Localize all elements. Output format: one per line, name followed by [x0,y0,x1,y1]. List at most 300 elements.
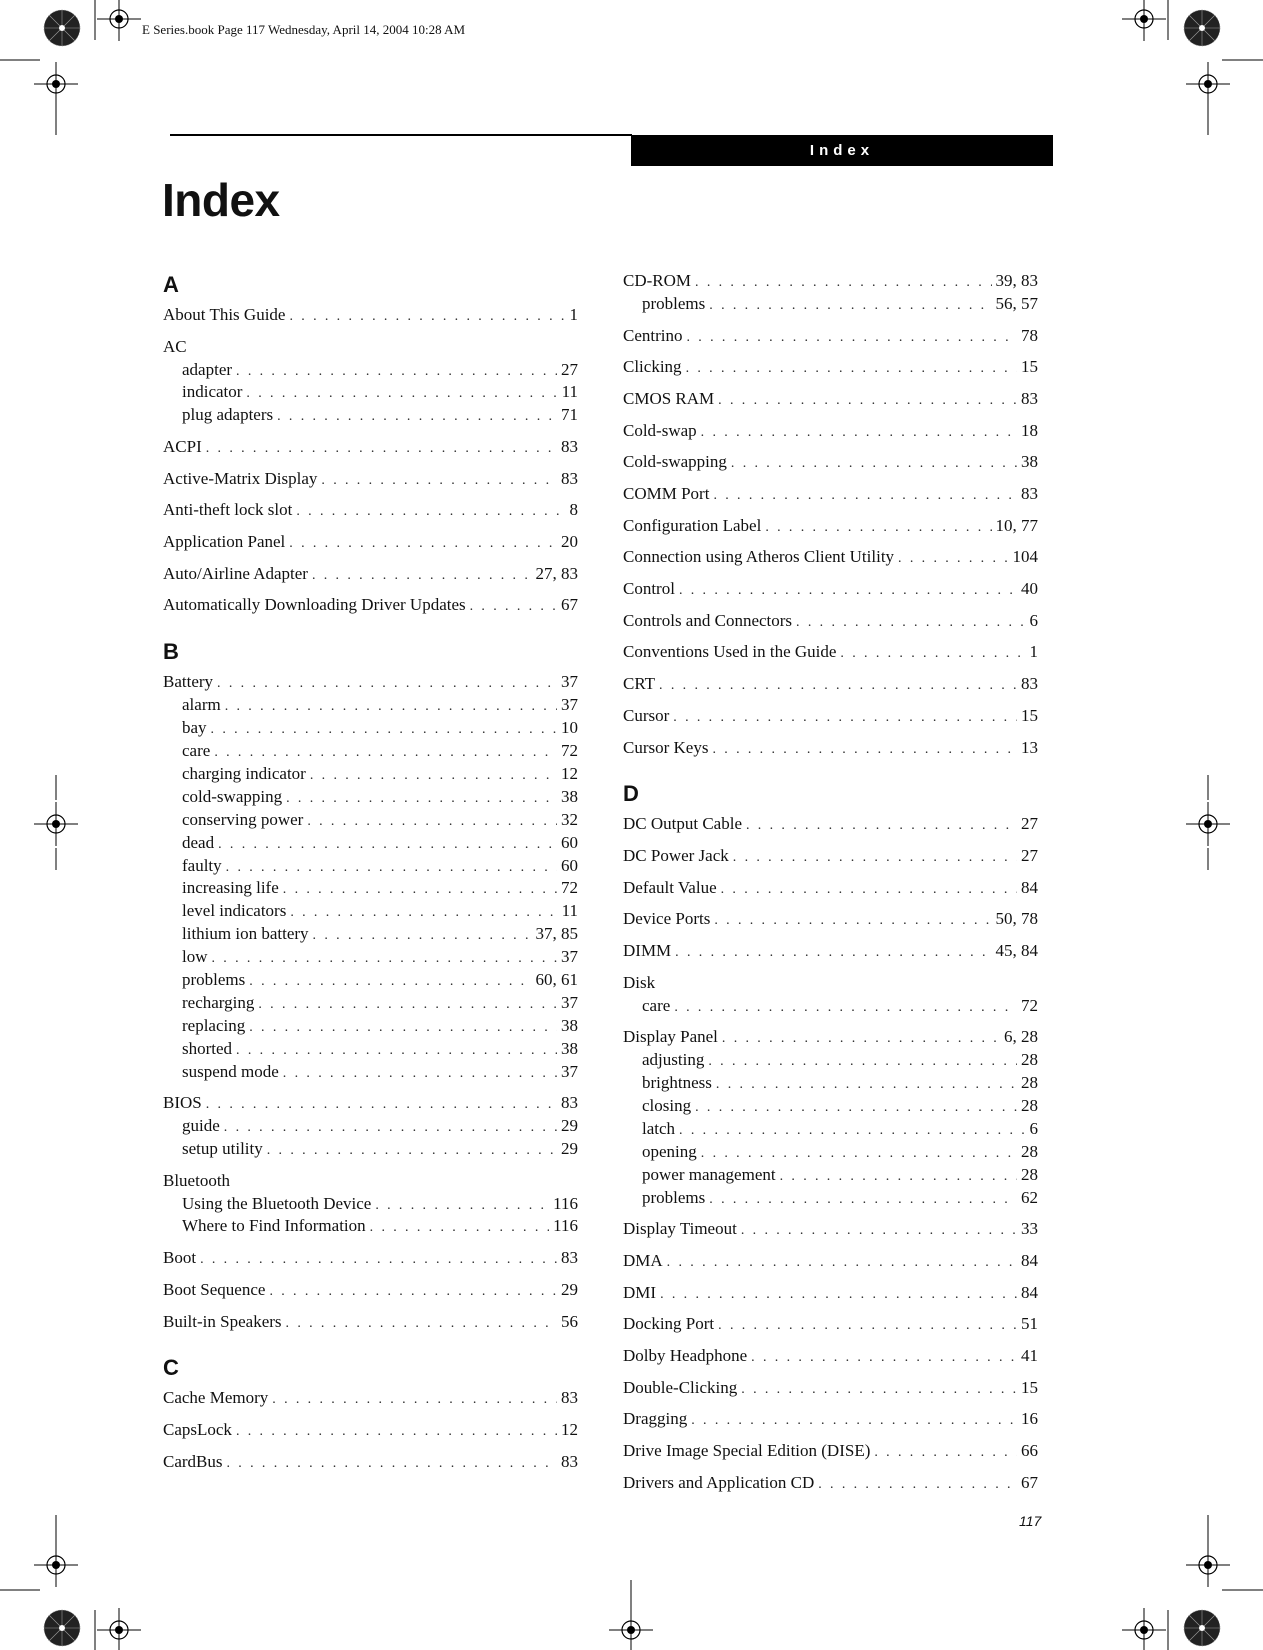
index-page-ref: 18 [1021,420,1038,440]
index-entry-line [623,546,1038,569]
index-term: faulty [182,855,222,875]
index-page-ref: 40 [1021,579,1038,599]
page-title: Index [162,174,280,226]
index-term: opening [642,1141,697,1161]
dot-leader [695,1097,1017,1120]
index-entry-line [163,1311,578,1334]
index-entry-line [623,1026,1038,1049]
dot-leader [283,879,557,902]
dot-leader [691,1410,1017,1433]
index-term: Application Panel [163,532,286,552]
index-page-ref: 51 [1021,1314,1038,1334]
index-subentry [163,946,578,969]
index-page-ref: 15 [1021,357,1038,377]
index-entry [623,1250,1038,1273]
index-page-ref: 38 [561,1015,578,1035]
index-page-ref: 1 [569,305,578,324]
index-entry-line [623,270,1038,293]
index-page-ref: 28 [1021,1164,1038,1184]
dot-leader [714,910,991,933]
dot-leader [751,1347,1017,1370]
dot-leader [289,533,557,556]
dot-leader [718,1315,1017,1338]
index-term: Display Timeout [623,1219,737,1239]
dot-leader [701,422,1017,445]
dot-leader [765,517,991,540]
index-entry [623,451,1038,474]
dot-leader [290,902,557,925]
index-term: adapter [182,359,233,379]
index-term: Built-in Speakers [163,1311,282,1331]
index-term: brightness [642,1073,712,1093]
index-term: Battery [163,672,214,692]
index-page-ref: 27 [1021,814,1038,834]
dot-leader [470,596,557,619]
index-page-ref: 50, 78 [995,909,1038,929]
index-page-ref: 13 [1021,737,1038,757]
index-page-ref: 83 [561,1451,578,1471]
index-page-ref: 27 [561,359,578,379]
index-subentry [623,1072,1038,1095]
dot-leader [211,719,557,742]
index-subentry [623,995,1038,1018]
dot-leader [741,1220,1017,1243]
dot-leader [206,1094,557,1117]
index-entry [623,1313,1038,1336]
index-entry-line [163,671,578,694]
index-page-ref: 29 [561,1138,578,1158]
index-page-ref: 116 [553,1193,578,1213]
index-entry [163,336,578,428]
dot-leader [796,612,1025,635]
index-subentry [163,740,578,763]
index-page-ref: 37 [561,947,578,967]
running-header: Index [631,135,1053,166]
index-entry-line [163,1092,578,1115]
index-term: alarm [182,695,221,715]
index-entry-line [623,388,1038,411]
dot-leader [212,948,558,971]
index-column-left [163,270,578,1474]
index-entry-line [623,673,1038,696]
index-term: suspend mode [182,1061,279,1081]
dot-leader [258,994,557,1017]
index-entry-line [623,420,1038,443]
index-entry-line [163,1451,578,1474]
index-entry-line [623,813,1038,836]
index-term: Cursor [623,705,670,725]
index-entry [623,972,1038,1018]
index-term: cold-swapping [182,786,283,806]
index-subentry [623,1141,1038,1164]
index-term: Drive Image Special Edition (DISE) [623,1441,871,1461]
index-term: increasing life [182,878,279,898]
index-term: indicator [182,382,243,402]
header-rule [170,134,632,136]
index-page-ref: 104 [1012,547,1038,567]
index-page-ref: 37, 85 [535,924,578,944]
index-page-ref: 60 [561,855,578,875]
index-page-ref: 38 [1021,452,1038,472]
dot-leader [226,857,557,880]
dot-leader [741,1379,1017,1402]
index-entry [623,1218,1038,1241]
index-entry-line [163,468,578,491]
index-subentry [163,1138,578,1161]
dot-leader [200,1249,557,1272]
dot-leader [267,1140,557,1163]
index-term: Auto/Airline Adapter [163,563,308,583]
index-term: CapsLock [163,1420,232,1440]
index-term: problems [182,969,246,989]
index-term: low [182,947,208,967]
index-page-ref: 33 [1021,1219,1038,1239]
index-term: shorted [182,1038,233,1058]
index-subentry [163,1115,578,1138]
index-term: DMA [623,1251,663,1271]
index-page-ref: 71 [561,405,578,425]
dot-leader [709,1189,1017,1212]
index-term: DC Power Jack [623,846,729,866]
index-term: CMOS RAM [623,388,715,408]
dot-leader [272,1389,557,1412]
index-term: Automatically Downloading Driver Updates [163,595,466,615]
index-section-letter: D [623,781,639,807]
index-subentry [163,381,578,404]
index-page-ref: 67 [561,595,578,615]
dot-leader [721,879,1017,902]
index-entry-line [623,1472,1038,1495]
index-term: CRT [623,674,656,694]
dot-leader [269,1281,557,1304]
index-page-ref: 37 [561,992,578,1012]
dot-leader [673,707,1017,730]
dot-leader [249,1017,557,1040]
index-term: care [182,741,211,761]
index-entry [623,641,1038,664]
book-slug-line: E Series.book Page 117 Wednesday, April 14, 2004 10:28 AM [142,22,466,37]
index-entry [623,388,1038,411]
index-term: Drivers and Application CD [623,1472,815,1492]
dot-leader [898,548,1008,571]
index-entry-line [623,1440,1038,1463]
index-term: latch [642,1118,676,1138]
dot-leader [780,1166,1017,1189]
dot-leader [679,1120,1025,1143]
index-entry [163,1170,578,1239]
index-entry-line [623,356,1038,379]
index-entry-line [163,1170,578,1193]
index-term: Boot [163,1248,197,1268]
index-entry-line [623,641,1038,664]
index-term: DC Output Cable [623,814,742,834]
dot-leader [217,673,557,696]
index-term: Default Value [623,877,717,897]
index-term: Cache Memory [163,1388,269,1408]
index-page-ref: 83 [561,1248,578,1268]
index-term: DIMM [623,941,672,961]
index-page-ref: 6, 28 [1004,1027,1038,1047]
index-term: Boot Sequence [163,1279,266,1299]
index-term: Dragging [623,1409,688,1429]
index-entry-line [623,705,1038,728]
dot-leader [313,925,532,948]
index-term: Cold-swap [623,420,697,440]
index-entry-line [623,325,1038,348]
index-entry-line [163,531,578,554]
index-entry [623,515,1038,538]
index-entry [163,1451,578,1474]
index-term: CardBus [163,1451,223,1471]
index-subentry [623,293,1038,316]
index-entry [163,1279,578,1302]
index-subentry [163,786,578,809]
index-page-ref: 45, 84 [995,941,1038,961]
index-entry [623,845,1038,868]
index-page-ref: 27, 83 [535,563,578,583]
index-entry-line [623,845,1038,868]
index-entry [623,483,1038,506]
index-entry-line [163,304,578,327]
dot-leader [289,306,565,329]
index-page-ref: 12 [561,763,578,783]
index-term: bay [182,718,207,738]
index-page-ref: 72 [561,878,578,898]
dot-leader [307,811,557,834]
index-subentry [163,969,578,992]
index-section-letter: A [163,272,179,297]
index-entry [623,737,1038,760]
index-page-ref: 16 [1021,1409,1038,1429]
dot-leader [687,327,1018,350]
index-subentry [163,877,578,900]
dot-leader [686,358,1017,381]
index-subentry [163,1038,578,1061]
index-subentry [163,404,578,427]
index-entry [163,499,578,522]
index-entry-line [623,1408,1038,1431]
dot-leader [709,295,991,318]
index-page-ref: 62 [1021,1187,1038,1207]
dot-leader [701,1143,1017,1166]
dot-leader [722,1028,1000,1051]
index-entry [623,546,1038,569]
index-page-ref: 11 [561,901,578,921]
index-entry-line [163,336,578,359]
index-subentry [163,359,578,382]
index-entry [163,1387,578,1410]
index-page-ref: 12 [561,1420,578,1440]
dot-leader [218,834,557,857]
index-page-ref: 28 [1021,1073,1038,1093]
dot-leader [246,383,557,406]
index-entry-line [623,1250,1038,1273]
index-page-ref: 78 [1021,325,1038,345]
index-entry-line [623,972,1038,995]
index-entry-line [163,1387,578,1410]
index-page-ref: 84 [1021,877,1038,897]
dot-leader [283,1063,557,1086]
dot-leader [224,1117,557,1140]
index-term: DMI [623,1282,657,1302]
index-entry-line [163,1247,578,1270]
index-term: replacing [182,1015,246,1035]
index-entry [623,1345,1038,1368]
index-term: closing [642,1096,692,1116]
index-page-ref: 1 [1029,642,1038,662]
index-page-ref: 29 [561,1279,578,1299]
index-page-ref: 38 [561,786,578,806]
index-entry [623,1440,1038,1463]
index-page-ref: 83 [1021,388,1038,408]
index-subentry [163,1193,578,1216]
dot-leader [286,788,557,811]
index-term: level indicators [182,901,287,921]
index-term: adjusting [642,1050,705,1070]
index-subentry [163,992,578,1015]
index-subentry [163,900,578,923]
index-entry [163,671,578,1083]
index-term: Where to Find Information [182,1216,366,1236]
dot-leader [712,739,1017,762]
index-page-ref: 56 [561,1311,578,1331]
dot-leader [659,675,1017,698]
index-entry [623,1282,1038,1305]
index-term: Device Ports [623,909,711,929]
index-entry [623,420,1038,443]
index-page-ref: 83 [1021,674,1038,694]
dot-leader [874,1442,1017,1465]
dot-leader [660,1284,1017,1307]
index-entry [163,563,578,586]
index-term: conserving power [182,809,304,829]
index-subentry [163,1015,578,1038]
index-subentry [163,1061,578,1084]
index-term: problems [642,1187,706,1207]
index-page-ref: 38 [561,1038,578,1058]
index-entry-line [623,483,1038,506]
index-entry [623,877,1038,900]
index-entry-line [623,940,1038,963]
index-page-ref: 29 [561,1116,578,1136]
dot-leader [236,1040,557,1063]
index-entry-line [623,877,1038,900]
index-column-right [623,270,1038,1495]
index-term: Cold-swapping [623,452,727,472]
index-page-ref: 32 [561,809,578,829]
index-entry-line [623,1282,1038,1305]
index-subentry [163,923,578,946]
index-page-ref: 83 [561,1388,578,1408]
dot-leader [818,1474,1017,1497]
index-entry-line [623,1377,1038,1400]
index-entry-line [163,563,578,586]
index-term: Conventions Used in the Guide [623,642,837,662]
index-subentry [623,1049,1038,1072]
index-entry-line [623,737,1038,760]
index-term: recharging [182,992,255,1012]
index-page-ref: 72 [1021,995,1038,1015]
index-entry [623,908,1038,931]
index-term: dead [182,832,215,852]
dot-leader [227,1453,558,1476]
index-term: Control [623,579,675,599]
index-term: Double-Clicking [623,1377,738,1397]
index-entry-line [623,578,1038,601]
index-entry-line [163,436,578,459]
index-page-ref: 84 [1021,1282,1038,1302]
index-page-ref: 8 [569,500,578,520]
dot-leader [695,272,991,295]
index-entry [623,1472,1038,1495]
index-entry [163,1419,578,1442]
dot-leader [731,453,1017,476]
index-entry-line [623,1313,1038,1336]
index-entry [163,468,578,491]
index-subentry [623,1164,1038,1187]
index-entry [623,1026,1038,1209]
index-entry [623,325,1038,348]
index-term: Dolby Headphone [623,1346,748,1366]
index-subentry [623,1095,1038,1118]
index-entry [623,940,1038,963]
index-entry [163,304,578,327]
index-entry-line [163,594,578,617]
dot-leader [713,485,1017,508]
index-entry-line [623,451,1038,474]
index-page-ref: 28 [1021,1050,1038,1070]
index-entry-line [623,908,1038,931]
index-entry [623,673,1038,696]
index-subentry [163,717,578,740]
index-section-letter: B [163,639,179,665]
index-term: Using the Bluetooth Device [182,1193,372,1213]
dot-leader [249,971,531,994]
dot-leader [312,565,532,588]
index-term: CD-ROM [623,271,692,290]
index-entry [163,436,578,459]
index-page-ref: 56, 57 [995,293,1038,313]
index-term: Controls and Connectors [623,610,793,630]
index-page-ref: 6 [1029,1118,1038,1138]
dot-leader [206,438,557,461]
index-page-ref: 6 [1029,610,1038,630]
index-subentry [623,1118,1038,1141]
index-entry [623,578,1038,601]
index-term: Active-Matrix Display [163,468,318,488]
dot-leader [674,997,1017,1020]
index-term: guide [182,1116,220,1136]
index-subentry [163,809,578,832]
index-subentry [163,1215,578,1238]
dot-leader [296,501,565,524]
index-term: Disk [623,972,656,992]
index-page-ref: 83 [561,1093,578,1113]
index-entry-line [163,1419,578,1442]
page-number: 117 [1019,1513,1042,1529]
index-page-ref: 37 [561,1061,578,1081]
index-page-ref: 28 [1021,1096,1038,1116]
index-page-ref: 28 [1021,1141,1038,1161]
index-term: BIOS [163,1093,202,1113]
dot-leader [675,942,991,965]
index-page-ref: 83 [1021,484,1038,504]
index-entry [623,356,1038,379]
index-subentry [163,855,578,878]
index-page-ref: 10, 77 [995,515,1038,535]
index-term: Docking Port [623,1314,715,1334]
index-entry [623,705,1038,728]
